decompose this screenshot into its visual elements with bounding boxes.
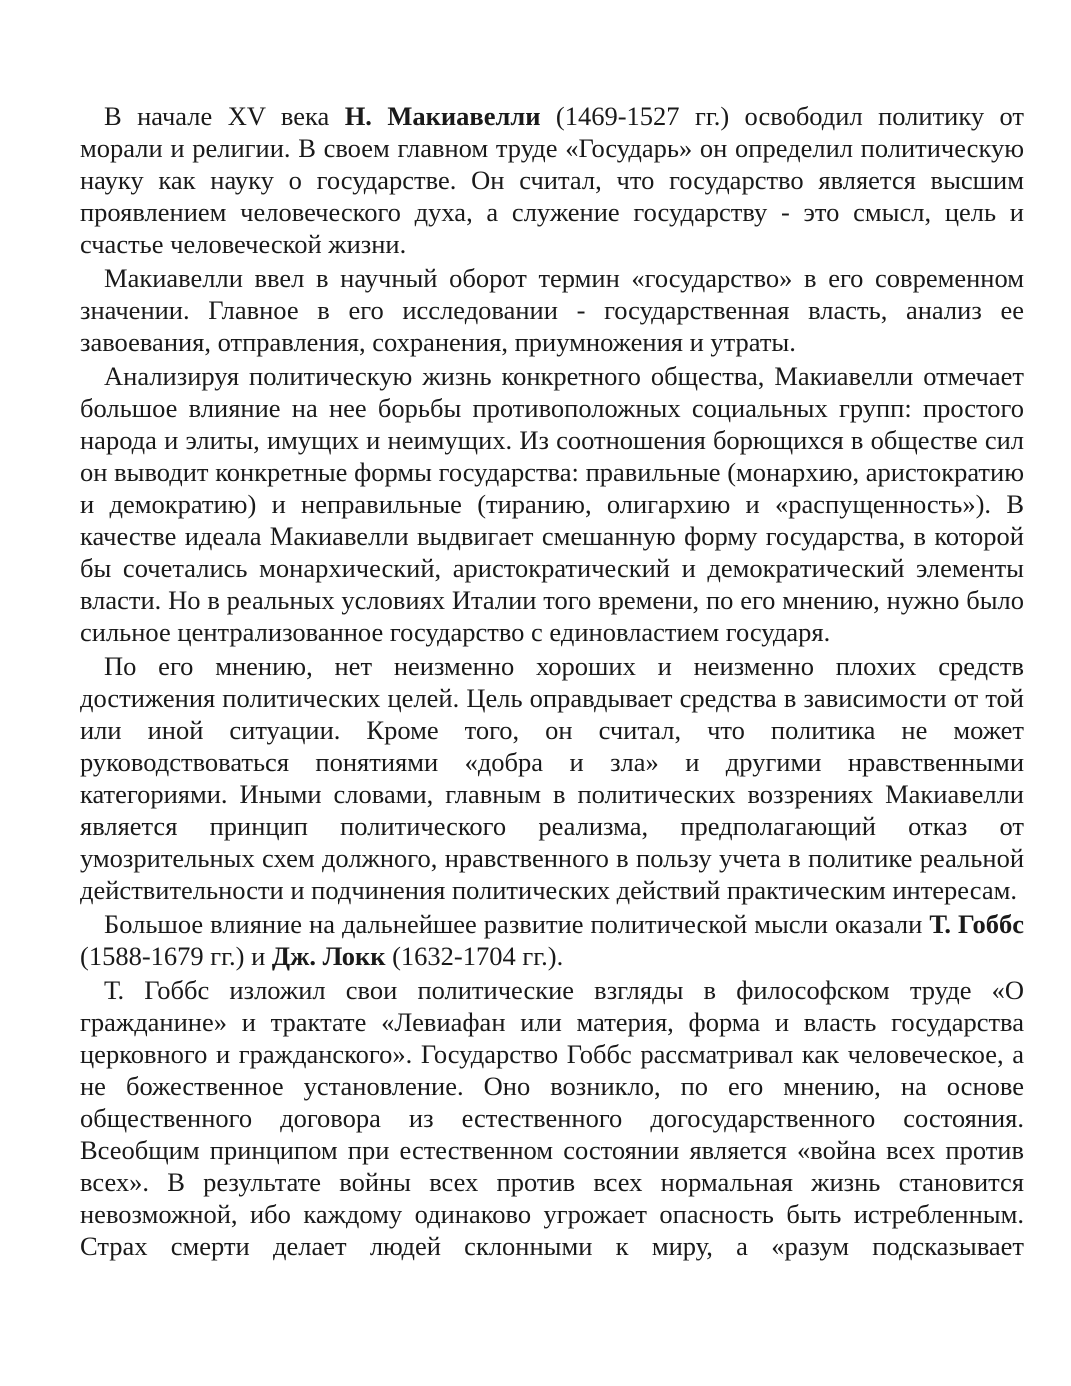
- author-name-locke: Дж. Локк: [271, 941, 386, 971]
- text-segment: Макиавелли ввел в научный оборот термин «государство» в его современном значении. Главное в его исследовании - государственная власть, анализ ее завоевания, отправления, сохранения, приумножения и утраты.: [80, 263, 1024, 357]
- author-name-hobbes: Т. Гоббс: [929, 909, 1024, 939]
- document-page: [80, 100, 1024, 1264]
- text-segment: (1588-1679 гг.) и: [80, 941, 272, 971]
- author-name-machiavelli: Н. Макиавелли: [344, 101, 541, 131]
- text-segment: Анализируя политическую жизнь конкретного общества, Макиавелли отмечает большое влияние на нее борьбы противоположных социальных групп: простого народа и элиты, имущих и неимущих. Из соотношения борющихся в обществе сил он выводит конкретные формы государства: правильные (монархию, аристократию и демократию) и неправильные (тиранию, олигархию и «распущенность»). В качестве идеала Макиавелли выдвигает смешанную форму государства, в которой бы сочетались монархический, аристократический и демократический элементы власти. Но в реальных условиях Италии того времени, по его мнению, нужно было сильное централизованное государство с единовластием государя.: [80, 361, 1024, 647]
- paragraph-machiavelli-intro: [80, 100, 1024, 260]
- text-segment: По его мнению, нет неизменно хороших и неизменно плохих средств достижения политических целей. Цель оправдывает средства в зависимости от той или иной ситуации. Кроме того, он считал, что политика не может руководствоваться понятиями «добра и зла» и другими нравственными категориями. Иными словами, главным в политических воззрениях Макиавелли является принцип политического реализма, предполагающий отказ от умозрительных схем должного, нравственного в пользу учета в политике реальной действительности и подчинения политических действий практическим интересам.: [80, 651, 1024, 905]
- paragraph-machiavelli-state-term: [80, 262, 1024, 358]
- paragraph-hobbes-locke-intro: [80, 908, 1024, 972]
- paragraph-hobbes-views: [80, 974, 1024, 1262]
- text-segment: (1469-1527 гг.) освободил политику от морали и религии. В своем главном труде «Государь» он определил политическую науку как науку о государстве. Он считал, что государство является высшим проявлением человеческого духа, а служение государству - это смысл, цель и счастье человеческой жизни.: [80, 101, 1024, 259]
- paragraph-machiavelli-forms-of-state: [80, 360, 1024, 648]
- text-segment: (1632-1704 гг.).: [385, 941, 564, 971]
- paragraph-machiavelli-realism: [80, 650, 1024, 906]
- text-segment: В начале XV века: [104, 101, 345, 131]
- text-segment: Большое влияние на дальнейшее развитие политической мысли оказали: [104, 909, 930, 939]
- text-segment: Т. Гоббс изложил свои политические взгляды в философском труде «О гражданине» и трактате «Левиафан или материя, форма и власть государства церковного и гражданского». Государство Гоббс рассматривал как человеческое, а не божественное установление. Оно возникло, по его мнению, на основе общественного договора из естественного догосударственного состояния. Всеобщим принципом при естественном состоянии является «война всех против всех». В результате войны всех против всех нормальная жизнь становится невозможной, ибо каждому одинаково угрожает опасность быть истребленным. Страх смерти делает людей склонными к миру, а «разум подсказывает: [80, 975, 1024, 1261]
